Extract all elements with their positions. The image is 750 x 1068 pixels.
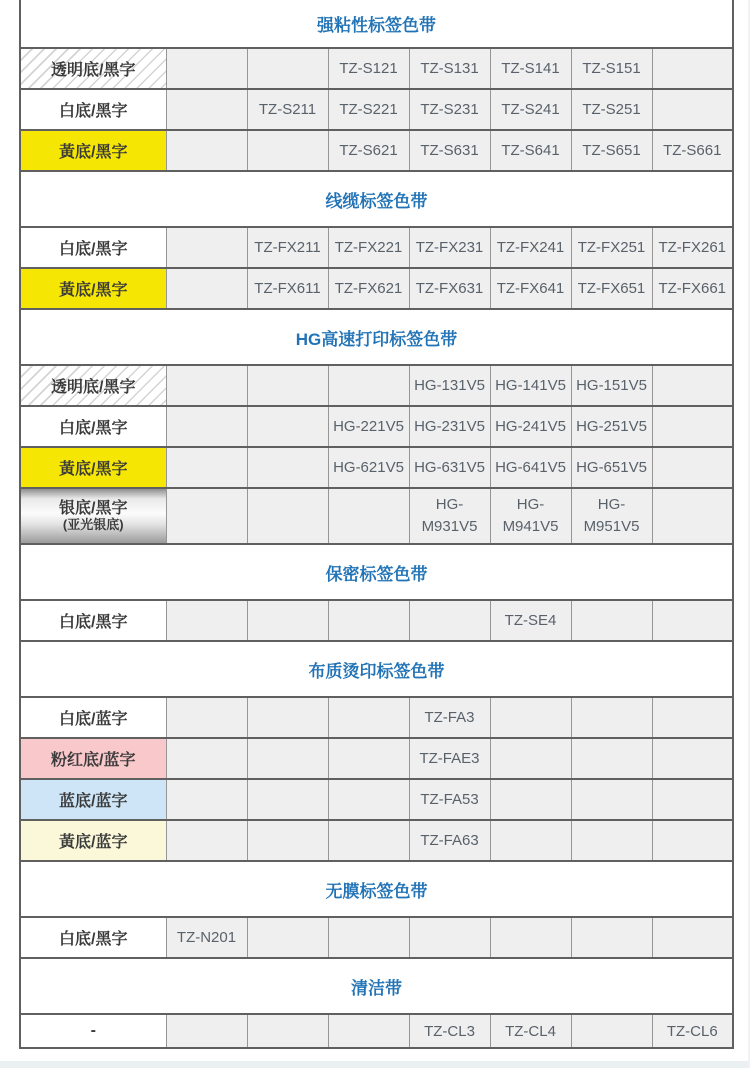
empty-cell [166, 1014, 247, 1048]
model-cell: TZ-S641 [490, 130, 571, 171]
section-title: 布质烫印标签色带 [20, 641, 733, 697]
row-label: 透明底/黑字 [20, 48, 166, 89]
empty-cell [328, 365, 409, 406]
row-label-main: 银底/黑字 [59, 499, 128, 517]
table-row [20, 48, 733, 89]
model-cell: TZ-FX221 [328, 227, 409, 268]
row-label: 白底/黑字 [20, 89, 166, 130]
empty-cell [328, 1014, 409, 1048]
empty-cell [166, 488, 247, 544]
table-row [20, 600, 733, 641]
empty-cell [166, 779, 247, 820]
section-title: 无膜标签色带 [20, 861, 733, 917]
model-cell: TZ-CL6 [652, 1014, 733, 1048]
table-row [20, 738, 733, 779]
empty-cell [409, 917, 490, 958]
empty-cell [166, 447, 247, 488]
row-label: 黃底/蓝字 [20, 820, 166, 861]
empty-cell [166, 738, 247, 779]
model-cell: TZ-FX641 [490, 268, 571, 309]
row-label-sub: (亚光银底) [62, 517, 124, 533]
row-label: 粉红底/蓝字 [20, 738, 166, 779]
section-title: 保密标签色带 [20, 544, 733, 600]
row-label [20, 488, 166, 544]
model-cell: HG-631V5 [409, 447, 490, 488]
empty-cell [652, 488, 733, 544]
model-cell: TZ-S141 [490, 48, 571, 89]
model-cell: HG-641V5 [490, 447, 571, 488]
model-cell: TZ-CL3 [409, 1014, 490, 1048]
model-cell: TZ-FAE3 [409, 738, 490, 779]
empty-cell [328, 917, 409, 958]
table-row [20, 130, 733, 171]
section-header-row [20, 544, 733, 600]
empty-cell [571, 697, 652, 738]
empty-cell [571, 1014, 652, 1048]
section-title: 强粘性标签色带 [20, 0, 733, 48]
model-cell: TZ-FX211 [247, 227, 328, 268]
empty-cell [652, 89, 733, 130]
table-row [20, 227, 733, 268]
section-header-row [20, 861, 733, 917]
model-cell: HG-241V5 [490, 406, 571, 447]
empty-cell [166, 406, 247, 447]
row-label: 白底/黑字 [20, 600, 166, 641]
model-cell: TZ-FA3 [409, 697, 490, 738]
empty-cell [247, 820, 328, 861]
model-cell: HG-251V5 [571, 406, 652, 447]
empty-cell [652, 820, 733, 861]
empty-cell [166, 48, 247, 89]
table-row [20, 406, 733, 447]
table-row [20, 488, 733, 544]
empty-cell [247, 1014, 328, 1048]
table-row [20, 917, 733, 958]
empty-cell [571, 779, 652, 820]
empty-cell [247, 130, 328, 171]
model-cell: TZ-S121 [328, 48, 409, 89]
row-label: 蓝底/蓝字 [20, 779, 166, 820]
empty-cell [490, 697, 571, 738]
section-title: 线缆标签色带 [20, 171, 733, 227]
empty-cell [247, 738, 328, 779]
empty-cell [652, 779, 733, 820]
row-label: 白底/黑字 [20, 227, 166, 268]
empty-cell [490, 917, 571, 958]
empty-cell [652, 697, 733, 738]
model-cell: TZ-S241 [490, 89, 571, 130]
empty-cell [490, 779, 571, 820]
model-cell: HG-M941V5 [490, 488, 571, 544]
empty-cell [166, 130, 247, 171]
empty-cell [328, 820, 409, 861]
model-cell: TZ-FX251 [571, 227, 652, 268]
row-label: 黃底/黑字 [20, 447, 166, 488]
empty-cell [652, 447, 733, 488]
model-cell: TZ-FA63 [409, 820, 490, 861]
table-row [20, 365, 733, 406]
row-label: 透明底/黑字 [20, 365, 166, 406]
model-cell: HG-141V5 [490, 365, 571, 406]
empty-cell [328, 488, 409, 544]
table-row [20, 779, 733, 820]
section-title: 清洁带 [20, 958, 733, 1014]
model-cell: TZ-S661 [652, 130, 733, 171]
section-header-row [20, 641, 733, 697]
empty-cell [247, 48, 328, 89]
model-cell: TZ-S221 [328, 89, 409, 130]
model-cell: TZ-FX231 [409, 227, 490, 268]
empty-cell [247, 406, 328, 447]
model-cell: TZ-S631 [409, 130, 490, 171]
empty-cell [409, 600, 490, 641]
model-cell: TZ-FX661 [652, 268, 733, 309]
table-row [20, 447, 733, 488]
model-cell: HG-221V5 [328, 406, 409, 447]
model-cell: HG-621V5 [328, 447, 409, 488]
row-label: 黃底/黑字 [20, 268, 166, 309]
model-cell: TZ-S231 [409, 89, 490, 130]
model-cell: TZ-S251 [571, 89, 652, 130]
empty-cell [247, 447, 328, 488]
bottom-divider [0, 1061, 750, 1068]
model-cell: TZ-FX631 [409, 268, 490, 309]
empty-cell [571, 820, 652, 861]
model-cell: TZ-SE4 [490, 600, 571, 641]
empty-cell [652, 738, 733, 779]
section-title: HG高速打印标签色带 [20, 309, 733, 365]
empty-cell [247, 488, 328, 544]
row-label: 白底/蓝字 [20, 697, 166, 738]
empty-cell [652, 600, 733, 641]
tape-model-table [19, 0, 734, 1049]
empty-cell [247, 917, 328, 958]
empty-cell [328, 779, 409, 820]
empty-cell [166, 697, 247, 738]
table-row [20, 89, 733, 130]
empty-cell [166, 268, 247, 309]
empty-cell [166, 820, 247, 861]
empty-cell [166, 365, 247, 406]
model-cell: TZ-FA53 [409, 779, 490, 820]
empty-cell [247, 697, 328, 738]
empty-cell [490, 738, 571, 779]
model-cell: TZ-CL4 [490, 1014, 571, 1048]
row-label: 黃底/黑字 [20, 130, 166, 171]
model-cell: TZ-N201 [166, 917, 247, 958]
model-cell: HG-M931V5 [409, 488, 490, 544]
model-cell: HG-151V5 [571, 365, 652, 406]
empty-cell [166, 89, 247, 130]
model-cell: HG-131V5 [409, 365, 490, 406]
empty-cell [652, 917, 733, 958]
empty-cell [571, 600, 652, 641]
empty-cell [652, 406, 733, 447]
section-header-row [20, 309, 733, 365]
model-cell: HG-M951V5 [571, 488, 652, 544]
empty-cell [652, 48, 733, 89]
empty-cell [652, 365, 733, 406]
empty-cell [166, 227, 247, 268]
table-body [20, 0, 733, 1048]
empty-cell [490, 820, 571, 861]
model-cell: TZ-FX651 [571, 268, 652, 309]
row-label: 白底/黑字 [20, 917, 166, 958]
model-cell: TZ-S151 [571, 48, 652, 89]
table-row [20, 268, 733, 309]
empty-cell [247, 600, 328, 641]
empty-cell [328, 738, 409, 779]
table-row [20, 1014, 733, 1048]
empty-cell [328, 697, 409, 738]
model-cell: HG-651V5 [571, 447, 652, 488]
empty-cell [247, 365, 328, 406]
section-header-row [20, 958, 733, 1014]
model-cell: TZ-S211 [247, 89, 328, 130]
empty-cell [571, 738, 652, 779]
model-cell: TZ-FX621 [328, 268, 409, 309]
table-row [20, 820, 733, 861]
table-row [20, 697, 733, 738]
model-cell: TZ-S651 [571, 130, 652, 171]
empty-cell [166, 600, 247, 641]
section-header-row [20, 171, 733, 227]
empty-cell [571, 917, 652, 958]
row-label: - [20, 1014, 166, 1048]
model-cell: TZ-S131 [409, 48, 490, 89]
model-cell: TZ-FX261 [652, 227, 733, 268]
model-cell: TZ-FX241 [490, 227, 571, 268]
empty-cell [247, 779, 328, 820]
empty-cell [328, 600, 409, 641]
model-cell: HG-231V5 [409, 406, 490, 447]
section-header-row [20, 0, 733, 48]
model-cell: TZ-FX611 [247, 268, 328, 309]
model-cell: TZ-S621 [328, 130, 409, 171]
row-label: 白底/黑字 [20, 406, 166, 447]
